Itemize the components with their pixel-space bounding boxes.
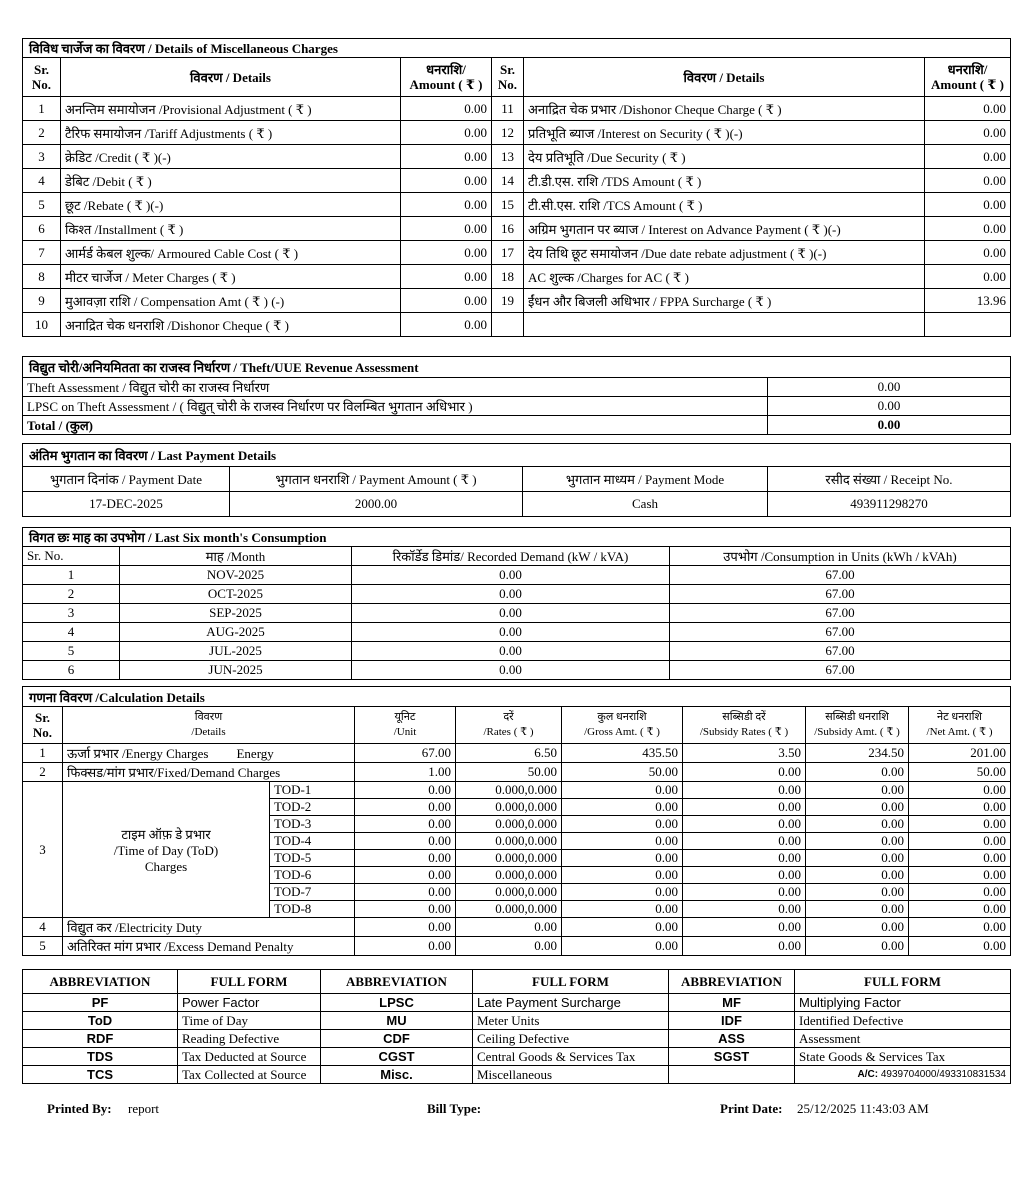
row-amount: 0.00 bbox=[925, 241, 1011, 265]
row-sr: 3 bbox=[23, 604, 120, 623]
tod-name: TOD-6 bbox=[270, 867, 355, 884]
row-sr: 5 bbox=[23, 937, 63, 956]
theft-row-label: Theft Assessment / विद्युत चोरी का राजस्व निर्धारण bbox=[23, 378, 768, 397]
abbr-code: CGST bbox=[321, 1048, 473, 1066]
row-subsidy-amount: 0.00 bbox=[806, 799, 909, 816]
row-subsidy-amount: 0.00 bbox=[806, 833, 909, 850]
calc-row-excess bbox=[23, 937, 1011, 956]
row-net: 0.00 bbox=[909, 782, 1011, 799]
amount-header: धनराशि/ Amount ( ₹ ) bbox=[925, 58, 1011, 97]
row-sr: 15 bbox=[492, 193, 524, 217]
row-sr: 17 bbox=[492, 241, 524, 265]
row-month: OCT-2025 bbox=[120, 585, 352, 604]
print-date-label: Print Date: bbox=[720, 1101, 783, 1116]
abbr-code: RDF bbox=[23, 1030, 178, 1048]
row-net: 0.00 bbox=[909, 918, 1011, 937]
row-amount: 0.00 bbox=[925, 265, 1011, 289]
row-amount: 0.00 bbox=[401, 145, 492, 169]
row-gross: 0.00 bbox=[562, 918, 683, 937]
misc-row bbox=[23, 241, 1011, 265]
row-amount: 0.00 bbox=[401, 121, 492, 145]
misc-row bbox=[23, 217, 1011, 241]
row-rate: 0.00 bbox=[456, 918, 562, 937]
abbr-row bbox=[23, 994, 1011, 1012]
row-sr: 5 bbox=[23, 642, 120, 661]
row-gross: 0.00 bbox=[562, 901, 683, 918]
abbr-code: Misc. bbox=[321, 1066, 473, 1084]
tod-name: TOD-1 bbox=[270, 782, 355, 799]
row-label: देय तिथि छूट समायोजन /Due date rebate adjustment ( ₹ )(-) bbox=[524, 241, 925, 265]
theft-row-label: LPSC on Theft Assessment / ( विद्युत् चोरी के राजस्व निर्धारण पर विलम्बित भुगतान अधिभार ) bbox=[23, 397, 768, 416]
consumption-row bbox=[23, 623, 1011, 642]
tod-name: TOD-3 bbox=[270, 816, 355, 833]
row-unit: 0.00 bbox=[355, 850, 456, 867]
details-header: विवरण / Details bbox=[61, 58, 401, 97]
row-unit: 0.00 bbox=[355, 918, 456, 937]
theft-total-label: Total / (कुल) bbox=[23, 416, 768, 435]
abbr-fullform: Power Factor bbox=[178, 994, 321, 1012]
row-label: फिक्सड/मांग प्रभार/Fixed/Demand Charges bbox=[63, 763, 355, 782]
row-amount: 0.00 bbox=[401, 97, 492, 121]
row-unit: 0.00 bbox=[355, 833, 456, 850]
misc-row bbox=[23, 145, 1011, 169]
row-subsidy-rate: 0.00 bbox=[683, 937, 806, 956]
abbr-fullform: Assessment bbox=[795, 1030, 1011, 1048]
row-sr: 14 bbox=[492, 169, 524, 193]
row-label: छूट /Rebate ( ₹ )(-) bbox=[61, 193, 401, 217]
row-label: अनन्तिम समायोजन /Provisional Adjustment ( ₹ ) bbox=[61, 97, 401, 121]
row-net: 0.00 bbox=[909, 850, 1011, 867]
details-header: विवरण /Details bbox=[63, 707, 355, 744]
tod-name: TOD-4 bbox=[270, 833, 355, 850]
abbr-code: TDS bbox=[23, 1048, 178, 1066]
abbr-row bbox=[23, 1048, 1011, 1066]
tod-name: TOD-5 bbox=[270, 850, 355, 867]
row-demand: 0.00 bbox=[352, 623, 670, 642]
fullform-header: FULL FORM bbox=[795, 970, 1011, 994]
row-demand: 0.00 bbox=[352, 661, 670, 680]
abbr-code: IDF bbox=[669, 1012, 795, 1030]
consumption-row bbox=[23, 661, 1011, 680]
row-net: 0.00 bbox=[909, 833, 1011, 850]
empty-cell bbox=[669, 1066, 795, 1084]
row-sr: 19 bbox=[492, 289, 524, 313]
misc-row bbox=[23, 97, 1011, 121]
row-label: देय प्रतिभूति /Due Security ( ₹ ) bbox=[524, 145, 925, 169]
row-gross: 0.00 bbox=[562, 799, 683, 816]
misc-row bbox=[23, 313, 1011, 337]
abbr-row bbox=[23, 1012, 1011, 1030]
row-label: टैरिफ समायोजन /Tariff Adjustments ( ₹ ) bbox=[61, 121, 401, 145]
row-sr: 2 bbox=[23, 121, 61, 145]
misc-title: विविध चार्जेज का विवरण / Details of Miscellaneous Charges bbox=[23, 39, 1011, 58]
units-header: उपभोग /Consumption in Units (kWh / kVAh) bbox=[670, 547, 1011, 566]
details-header: विवरण / Details bbox=[524, 58, 925, 97]
row-subsidy-rate: 0.00 bbox=[683, 782, 806, 799]
row-unit: 0.00 bbox=[355, 901, 456, 918]
net-amount-header: नेट धनराशि /Net Amt. ( ₹ ) bbox=[909, 707, 1011, 744]
row-label: डेबिट /Debit ( ₹ ) bbox=[61, 169, 401, 193]
row-unit: 0.00 bbox=[355, 937, 456, 956]
row-sr: 16 bbox=[492, 217, 524, 241]
printed-by-label: Printed By: bbox=[47, 1101, 112, 1116]
abbr-fullform: Identified Defective bbox=[795, 1012, 1011, 1030]
row-month: AUG-2025 bbox=[120, 623, 352, 642]
row-gross: 0.00 bbox=[562, 816, 683, 833]
row-sr: 11 bbox=[492, 97, 524, 121]
row-label: किश्त /Installment ( ₹ ) bbox=[61, 217, 401, 241]
account-number: A/C: 4939704000/493310831534 bbox=[795, 1066, 1011, 1084]
row-subsidy-amount: 0.00 bbox=[806, 763, 909, 782]
row-net: 0.00 bbox=[909, 867, 1011, 884]
row-subsidy-rate: 0.00 bbox=[683, 901, 806, 918]
row-rate: 0.00 bbox=[456, 937, 562, 956]
fullform-header: FULL FORM bbox=[178, 970, 321, 994]
row-amount: 0.00 bbox=[925, 121, 1011, 145]
theft-row-amount: 0.00 bbox=[768, 397, 1011, 416]
row-rate: 6.50 bbox=[456, 744, 562, 763]
row-label: टी.सी.एस. राशि /TCS Amount ( ₹ ) bbox=[524, 193, 925, 217]
abbr-code: TCS bbox=[23, 1066, 178, 1084]
row-net: 201.00 bbox=[909, 744, 1011, 763]
row-subsidy-rate: 0.00 bbox=[683, 799, 806, 816]
row-sr: 9 bbox=[23, 289, 61, 313]
row-label: मीटर चार्जेज / Meter Charges ( ₹ ) bbox=[61, 265, 401, 289]
row-sr: 2 bbox=[23, 585, 120, 604]
row-units: 67.00 bbox=[670, 604, 1011, 623]
sr-header: Sr. No. bbox=[492, 58, 524, 97]
row-gross: 0.00 bbox=[562, 867, 683, 884]
row-subsidy-rate: 0.00 bbox=[683, 884, 806, 901]
abbr-fullform: Tax Deducted at Source bbox=[178, 1048, 321, 1066]
row-sr: 2 bbox=[23, 763, 63, 782]
tod-name: TOD-7 bbox=[270, 884, 355, 901]
tod-row bbox=[23, 782, 1011, 799]
abbr-fullform: Meter Units bbox=[473, 1012, 669, 1030]
row-rate: 0.000,0.000 bbox=[456, 833, 562, 850]
row-amount: 0.00 bbox=[401, 193, 492, 217]
consumption-table bbox=[22, 527, 1011, 680]
row-amount: 0.00 bbox=[401, 265, 492, 289]
unit-header: यूनिट /Unit bbox=[355, 707, 456, 744]
row-unit: 0.00 bbox=[355, 782, 456, 799]
row-amount: 0.00 bbox=[925, 193, 1011, 217]
row-label: विद्युत कर /Electricity Duty bbox=[63, 918, 355, 937]
row-net: 0.00 bbox=[909, 937, 1011, 956]
abbr-fullform: Ceiling Defective bbox=[473, 1030, 669, 1048]
row-unit: 0.00 bbox=[355, 799, 456, 816]
gross-header: कुल धनराशि /Gross Amt. ( ₹ ) bbox=[562, 707, 683, 744]
fullform-header: FULL FORM bbox=[473, 970, 669, 994]
calc-row-energy bbox=[23, 744, 1011, 763]
row-label: आर्मर्ड केबल शुल्क/ Armoured Cable Cost ( ₹ ) bbox=[61, 241, 401, 265]
month-header: माह /Month bbox=[120, 547, 352, 566]
row-label: अनाद्रित चेक धनराशि /Dishonor Cheque ( ₹ ) bbox=[61, 313, 401, 337]
row-subsidy-rate: 0.00 bbox=[683, 816, 806, 833]
abbreviation-table bbox=[22, 969, 1011, 1084]
row-month: SEP-2025 bbox=[120, 604, 352, 623]
row-net: 50.00 bbox=[909, 763, 1011, 782]
row-amount: 0.00 bbox=[925, 169, 1011, 193]
payment-amount: 2000.00 bbox=[230, 492, 523, 517]
amount-header: धनराशि/ Amount ( ₹ ) bbox=[401, 58, 492, 97]
row-net: 0.00 bbox=[909, 884, 1011, 901]
abbr-fullform: Time of Day bbox=[178, 1012, 321, 1030]
row-subsidy-amount: 0.00 bbox=[806, 782, 909, 799]
row-amount: 0.00 bbox=[401, 289, 492, 313]
abbr-row bbox=[23, 1030, 1011, 1048]
row-sr: 8 bbox=[23, 265, 61, 289]
abbr-fullform: Central Goods & Services Tax bbox=[473, 1048, 669, 1066]
abbr-code: ASS bbox=[669, 1030, 795, 1048]
row-demand: 0.00 bbox=[352, 566, 670, 585]
row-subsidy-amount: 234.50 bbox=[806, 744, 909, 763]
rate-header: दरें /Rates ( ₹ ) bbox=[456, 707, 562, 744]
consumption-row bbox=[23, 642, 1011, 661]
row-subsidy-amount: 0.00 bbox=[806, 937, 909, 956]
row-amount: 13.96 bbox=[925, 289, 1011, 313]
demand-header: रिकॉर्डेड डिमांड/ Recorded Demand (kW / kVA) bbox=[352, 547, 670, 566]
row-label: मुआवज़ा राशि / Compensation Amt ( ₹ ) (-) bbox=[61, 289, 401, 313]
row-sr: 5 bbox=[23, 193, 61, 217]
row-amount: 0.00 bbox=[925, 145, 1011, 169]
row-rate: 0.000,0.000 bbox=[456, 782, 562, 799]
row-subsidy-amount: 0.00 bbox=[806, 850, 909, 867]
abbr-fullform: Tax Collected at Source bbox=[178, 1066, 321, 1084]
row-gross: 0.00 bbox=[562, 850, 683, 867]
row-demand: 0.00 bbox=[352, 604, 670, 623]
row-month: NOV-2025 bbox=[120, 566, 352, 585]
row-unit: 1.00 bbox=[355, 763, 456, 782]
theft-total-amount: 0.00 bbox=[768, 416, 1011, 435]
row-sr: 7 bbox=[23, 241, 61, 265]
row-sr: 1 bbox=[23, 97, 61, 121]
printed-by-value: report bbox=[128, 1101, 160, 1116]
payment-mode-header: भुगतान माध्यम / Payment Mode bbox=[523, 467, 768, 492]
consumption-row bbox=[23, 585, 1011, 604]
row-amount: 0.00 bbox=[401, 169, 492, 193]
empty-cell bbox=[492, 313, 524, 337]
row-amount: 0.00 bbox=[925, 97, 1011, 121]
row-subsidy-amount: 0.00 bbox=[806, 918, 909, 937]
payment-mode: Cash bbox=[523, 492, 768, 517]
calc-row-fixed bbox=[23, 763, 1011, 782]
sr-header: Sr. No. bbox=[23, 547, 120, 566]
theft-assessment-table bbox=[22, 356, 1011, 435]
abbr-code: SGST bbox=[669, 1048, 795, 1066]
row-sr: 18 bbox=[492, 265, 524, 289]
row-units: 67.00 bbox=[670, 623, 1011, 642]
row-label: प्रतिभूति ब्याज /Interest on Security ( ₹ )(-) bbox=[524, 121, 925, 145]
row-rate: 0.000,0.000 bbox=[456, 901, 562, 918]
row-rate: 50.00 bbox=[456, 763, 562, 782]
row-rate: 0.000,0.000 bbox=[456, 884, 562, 901]
abbr-code: LPSC bbox=[321, 994, 473, 1012]
row-subsidy-rate: 0.00 bbox=[683, 918, 806, 937]
abbr-row bbox=[23, 1066, 1011, 1084]
consumption-row bbox=[23, 566, 1011, 585]
row-units: 67.00 bbox=[670, 642, 1011, 661]
abbr-code: ToD bbox=[23, 1012, 178, 1030]
row-sr: 4 bbox=[23, 169, 61, 193]
row-gross: 0.00 bbox=[562, 884, 683, 901]
row-sr: 10 bbox=[23, 313, 61, 337]
row-sr: 13 bbox=[492, 145, 524, 169]
row-rate: 0.000,0.000 bbox=[456, 816, 562, 833]
misc-row bbox=[23, 193, 1011, 217]
row-label: टी.डी.एस. राशि /TDS Amount ( ₹ ) bbox=[524, 169, 925, 193]
row-units: 67.00 bbox=[670, 661, 1011, 680]
receipt-no-header: रसीद संख्या / Receipt No. bbox=[768, 467, 1011, 492]
misc-row bbox=[23, 169, 1011, 193]
row-label: AC शुल्क /Charges for AC ( ₹ ) bbox=[524, 265, 925, 289]
abbr-fullform: Multiplying Factor bbox=[795, 994, 1011, 1012]
row-label: ईंधन और बिजली अधिभार / FPPA Surcharge ( ₹ ) bbox=[524, 289, 925, 313]
empty-cell bbox=[925, 313, 1011, 337]
calculation-table bbox=[22, 686, 1011, 956]
row-subsidy-rate: 0.00 bbox=[683, 763, 806, 782]
tod-name: TOD-2 bbox=[270, 799, 355, 816]
misc-row bbox=[23, 265, 1011, 289]
abbr-code: PF bbox=[23, 994, 178, 1012]
row-subsidy-rate: 0.00 bbox=[683, 850, 806, 867]
tod-name: TOD-8 bbox=[270, 901, 355, 918]
abbr-fullform: Reading Defective bbox=[178, 1030, 321, 1048]
row-subsidy-rate: 3.50 bbox=[683, 744, 806, 763]
abbr-header: ABBREVIATION bbox=[669, 970, 795, 994]
row-rate: 0.000,0.000 bbox=[456, 867, 562, 884]
row-subsidy-amount: 0.00 bbox=[806, 884, 909, 901]
abbr-header: ABBREVIATION bbox=[23, 970, 178, 994]
row-sr: 6 bbox=[23, 217, 61, 241]
abbr-code: MF bbox=[669, 994, 795, 1012]
row-rate: 0.000,0.000 bbox=[456, 850, 562, 867]
row-units: 67.00 bbox=[670, 585, 1011, 604]
row-subsidy-amount: 0.00 bbox=[806, 867, 909, 884]
row-demand: 0.00 bbox=[352, 642, 670, 661]
misc-row bbox=[23, 289, 1011, 313]
misc-row bbox=[23, 121, 1011, 145]
row-gross: 0.00 bbox=[562, 782, 683, 799]
consumption-title: विगत छः माह का उपभोग / Last Six month's Consumption bbox=[23, 528, 1011, 547]
row-rate: 0.000,0.000 bbox=[456, 799, 562, 816]
theft-title: विद्युत चोरी/अनियमितता का राजस्व निर्धारण / Theft/UUE Revenue Assessment bbox=[23, 357, 1011, 378]
row-units: 67.00 bbox=[670, 566, 1011, 585]
last-payment-table bbox=[22, 443, 1011, 517]
bill-type-label: Bill Type: bbox=[427, 1101, 482, 1116]
row-net: 0.00 bbox=[909, 799, 1011, 816]
sr-header: Sr. No. bbox=[23, 58, 61, 97]
payment-date-header: भुगतान दिनांक / Payment Date bbox=[23, 467, 230, 492]
payment-title: अंतिम भुगतान का विवरण / Last Payment Details bbox=[23, 444, 1011, 467]
payment-amount-header: भुगतान धनराशि / Payment Amount ( ₹ ) bbox=[230, 467, 523, 492]
row-sr: 3 bbox=[23, 145, 61, 169]
tod-label: टाइम ऑफ़ डे प्रभार /Time of Day (ToD) Charges bbox=[63, 782, 270, 918]
row-label: अनाद्रित चेक प्रभार /Dishonor Cheque Charge ( ₹ ) bbox=[524, 97, 925, 121]
calc-title: गणना विवरण /Calculation Details bbox=[23, 687, 1011, 707]
subsidy-amount-header: सब्सिडी धनराशि /Subsidy Amt. ( ₹ ) bbox=[806, 707, 909, 744]
row-net: 0.00 bbox=[909, 901, 1011, 918]
row-month: JUN-2025 bbox=[120, 661, 352, 680]
abbr-code: CDF bbox=[321, 1030, 473, 1048]
row-gross: 0.00 bbox=[562, 937, 683, 956]
row-label: अग्रिम भुगतान पर ब्याज / Interest on Advance Payment ( ₹ )(-) bbox=[524, 217, 925, 241]
payment-date: 17-DEC-2025 bbox=[23, 492, 230, 517]
row-gross: 50.00 bbox=[562, 763, 683, 782]
row-subsidy-amount: 0.00 bbox=[806, 816, 909, 833]
row-subsidy-rate: 0.00 bbox=[683, 833, 806, 850]
abbr-header: ABBREVIATION bbox=[321, 970, 473, 994]
row-demand: 0.00 bbox=[352, 585, 670, 604]
row-unit: 0.00 bbox=[355, 884, 456, 901]
row-sr: 1 bbox=[23, 744, 63, 763]
row-sr: 4 bbox=[23, 918, 63, 937]
abbr-fullform: State Goods & Services Tax bbox=[795, 1048, 1011, 1066]
row-month: JUL-2025 bbox=[120, 642, 352, 661]
empty-cell bbox=[524, 313, 925, 337]
row-amount: 0.00 bbox=[401, 313, 492, 337]
row-amount: 0.00 bbox=[925, 217, 1011, 241]
misc-charges-table bbox=[22, 38, 1011, 337]
row-gross: 0.00 bbox=[562, 833, 683, 850]
row-sr: 3 bbox=[23, 782, 63, 918]
sr-header: Sr. No. bbox=[23, 707, 63, 744]
row-subsidy-amount: 0.00 bbox=[806, 901, 909, 918]
row-unit: 0.00 bbox=[355, 816, 456, 833]
calc-row-duty bbox=[23, 918, 1011, 937]
row-sr: 1 bbox=[23, 566, 120, 585]
row-sr: 4 bbox=[23, 623, 120, 642]
abbr-fullform: Miscellaneous bbox=[473, 1066, 669, 1084]
abbr-code: MU bbox=[321, 1012, 473, 1030]
row-net: 0.00 bbox=[909, 816, 1011, 833]
consumption-row bbox=[23, 604, 1011, 623]
row-unit: 67.00 bbox=[355, 744, 456, 763]
row-label: अतिरिक्त मांग प्रभार /Excess Demand Penalty bbox=[63, 937, 355, 956]
theft-row-amount: 0.00 bbox=[768, 378, 1011, 397]
receipt-no: 493911298270 bbox=[768, 492, 1011, 517]
row-sr: 12 bbox=[492, 121, 524, 145]
row-subsidy-rate: 0.00 bbox=[683, 867, 806, 884]
print-date-value: 25/12/2025 11:43:03 AM bbox=[797, 1101, 929, 1116]
row-sr: 6 bbox=[23, 661, 120, 680]
row-label: क्रेडिट /Credit ( ₹ )(-) bbox=[61, 145, 401, 169]
row-gross: 435.50 bbox=[562, 744, 683, 763]
row-unit: 0.00 bbox=[355, 867, 456, 884]
abbr-fullform: Late Payment Surcharge bbox=[473, 994, 669, 1012]
subsidy-rate-header: सब्सिडी दरें /Subsidy Rates ( ₹ ) bbox=[683, 707, 806, 744]
row-amount: 0.00 bbox=[401, 217, 492, 241]
row-amount: 0.00 bbox=[401, 241, 492, 265]
row-label: ऊर्जा प्रभार /Energy Charges Energy bbox=[63, 744, 355, 763]
